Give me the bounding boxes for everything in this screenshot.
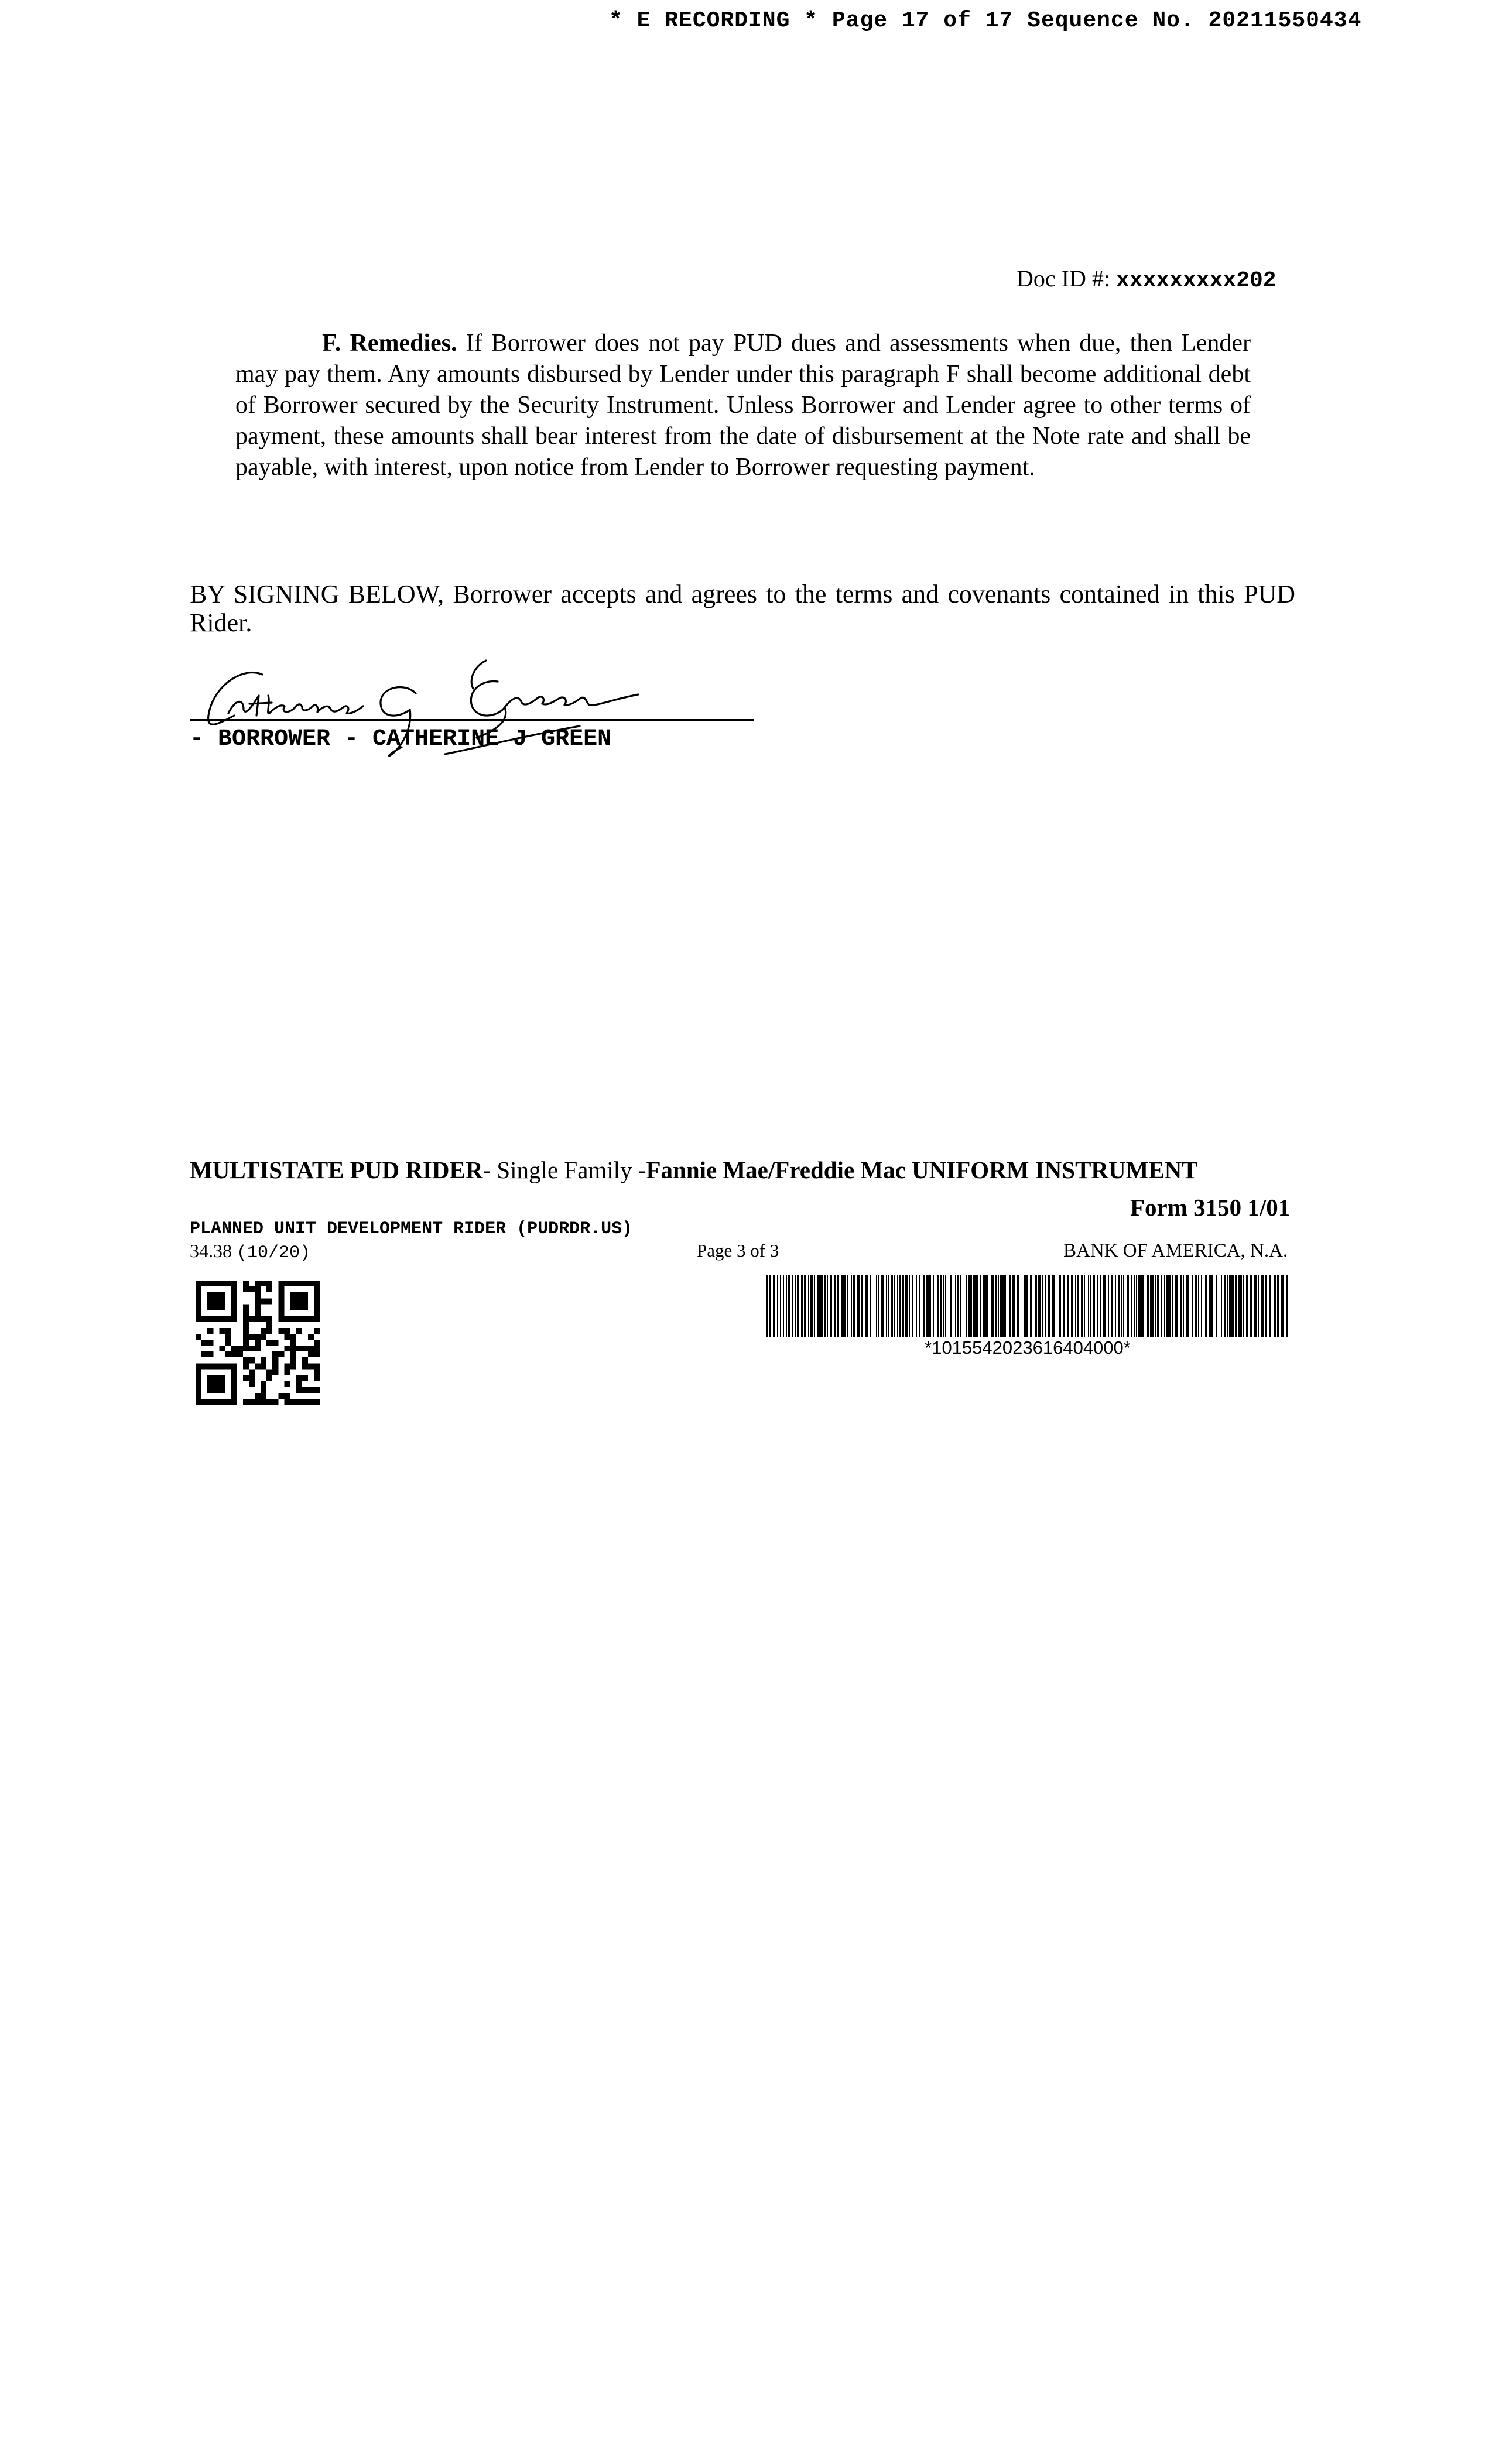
- recording-header: * E RECORDING * Page 17 of 17 Sequence No. 20211550434: [609, 8, 1362, 33]
- barcode: [764, 1275, 1292, 1337]
- lender-name: BANK OF AMERICA, N.A.: [1063, 1240, 1288, 1261]
- doc-id-value: xxxxxxxxx202: [1115, 268, 1276, 293]
- form-description: PLANNED UNIT DEVELOPMENT RIDER (PUDRDR.US): [190, 1219, 633, 1239]
- page-number: Page 3 of 3: [697, 1240, 779, 1261]
- remedies-text: If Borrower does not pay PUD dues and assessments when due, then Lender may pay them. Any amounts disbursed by Lender under this paragraph F shall become additional debt of Borrower secured by the Security Instrument. Unless Borrower and Lender agree to other terms of payment, these amounts shall bear interest from the date of disbursement at the Note rate and shall be payable, with interest, upon notice from Lender to Borrower requesting payment.: [235, 330, 1251, 481]
- qr-code: [196, 1280, 320, 1405]
- form-title-part-2: Single Family: [491, 1156, 638, 1183]
- doc-id-label: Doc ID #:: [1017, 265, 1110, 292]
- version-date: (10/20): [237, 1243, 311, 1263]
- barcode-number: *1015542023616404000*: [925, 1337, 1131, 1358]
- signature-line: [190, 719, 754, 721]
- form-title-part-1: MULTISTATE PUD RIDER-: [190, 1156, 491, 1183]
- remedies-heading: F. Remedies.: [322, 330, 457, 357]
- borrower-label: - BORROWER - CATHERINE J GREEN: [190, 726, 612, 752]
- doc-id: [1017, 265, 1276, 293]
- form-number: Form 3150 1/01: [1130, 1194, 1291, 1221]
- borrower-signature: [193, 638, 720, 779]
- remedies-paragraph: [235, 328, 1251, 483]
- form-title-part-3: -Fannie Mae/Freddie Mac UNIFORM INSTRUMENT: [638, 1156, 1198, 1183]
- form-version: [190, 1240, 310, 1263]
- version-number: 34.38: [190, 1240, 232, 1261]
- signing-statement: BY SIGNING BELOW, Borrower accepts and agrees to the terms and covenants contained in this PUD Rider.: [190, 580, 1295, 637]
- form-title: [190, 1156, 1198, 1184]
